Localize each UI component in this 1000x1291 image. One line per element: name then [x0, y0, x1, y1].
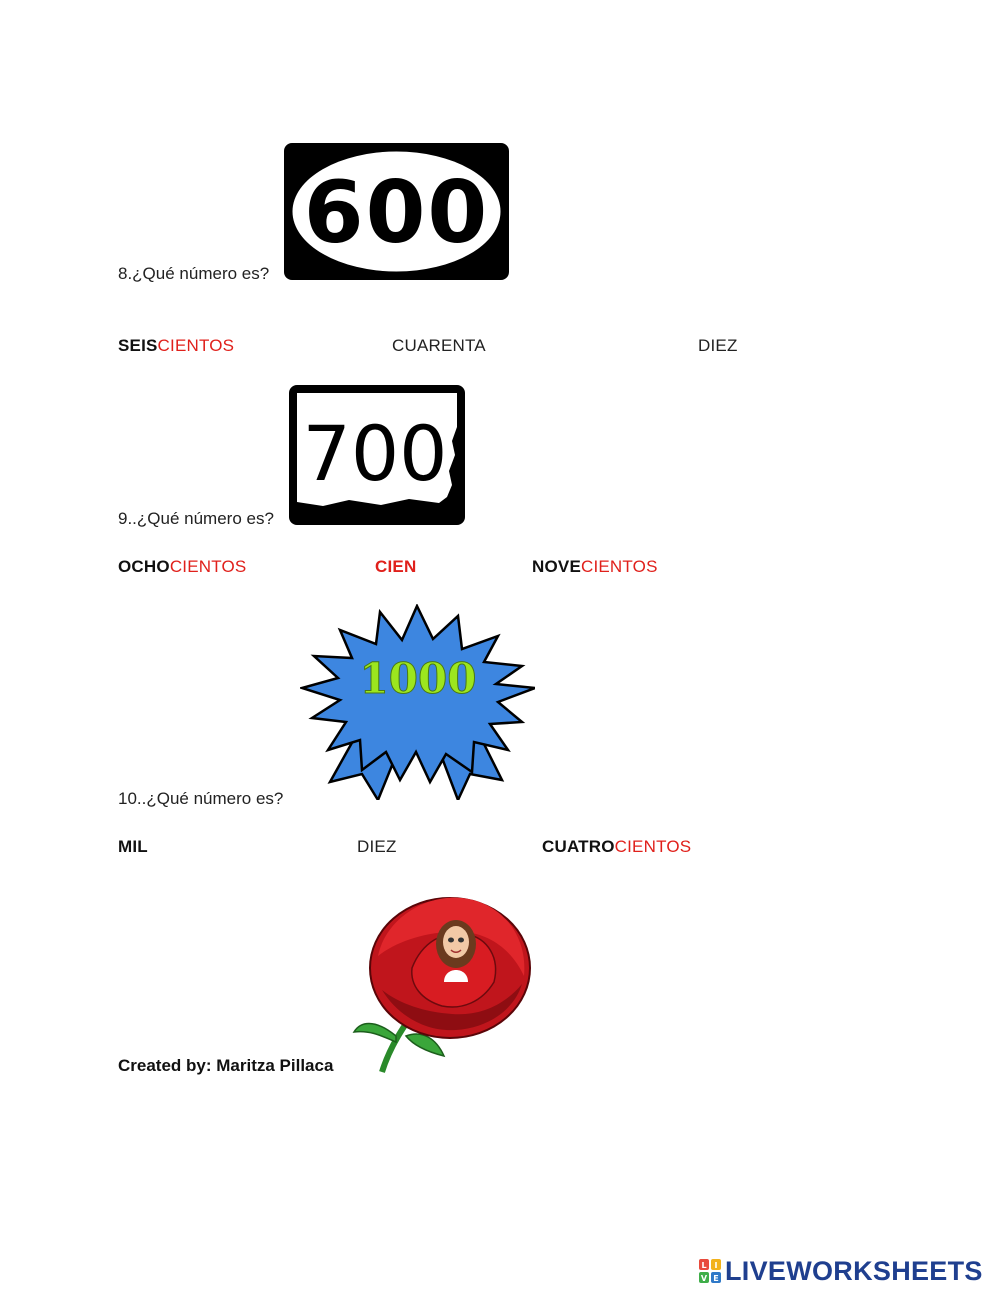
liveworksheets-logo-text: LIVEWORKSHEETS: [725, 1255, 983, 1286]
option-mil[interactable]: MIL: [118, 837, 148, 856]
number-image-700: [289, 385, 465, 525]
option-cuatrocientos[interactable]: [542, 837, 691, 857]
option-part: CIENTOS: [580, 557, 658, 576]
option-part: CIENTOS: [614, 837, 692, 856]
option-novecientos[interactable]: [532, 557, 658, 577]
option-diez[interactable]: DIEZ: [698, 336, 738, 355]
option-seiscientos[interactable]: [118, 336, 234, 356]
logo-letter: E: [713, 1274, 719, 1283]
rose-avatar-image: [352, 886, 534, 1074]
option-cuarenta[interactable]: CUARENTA: [392, 336, 486, 355]
option-part: NOVE: [532, 557, 581, 576]
question-10-prompt: 10..¿Qué número es?: [118, 789, 284, 808]
logo-letter: I: [714, 1261, 718, 1270]
credit-text: Created by: Maritza Pillaca: [118, 1056, 334, 1075]
option-part: CIENTOS: [169, 557, 247, 576]
option-diez-2[interactable]: DIEZ: [357, 837, 397, 856]
option-cien[interactable]: CIEN: [375, 557, 417, 576]
number-image-1000: [300, 604, 535, 800]
option-part: CUATRO: [542, 837, 615, 856]
number-image-1000-label: 1000: [359, 654, 477, 703]
option-ochocientos[interactable]: [118, 557, 246, 577]
option-part: OCHO: [118, 557, 170, 576]
number-image-600-label: 600: [303, 163, 490, 263]
question-8-prompt: 8.¿Qué número es?: [118, 264, 270, 283]
question-9-prompt: 9..¿Qué número es?: [118, 509, 274, 528]
number-image-600: [284, 143, 509, 280]
logo-letter: L: [701, 1261, 707, 1270]
liveworksheets-logo[interactable]: [698, 1256, 983, 1286]
option-part: CIENTOS: [157, 336, 235, 355]
liveworksheets-logo-icon: [698, 1258, 722, 1284]
number-image-700-label: 700: [302, 409, 448, 498]
option-part: SEIS: [118, 336, 158, 355]
logo-letter: V: [700, 1274, 708, 1283]
